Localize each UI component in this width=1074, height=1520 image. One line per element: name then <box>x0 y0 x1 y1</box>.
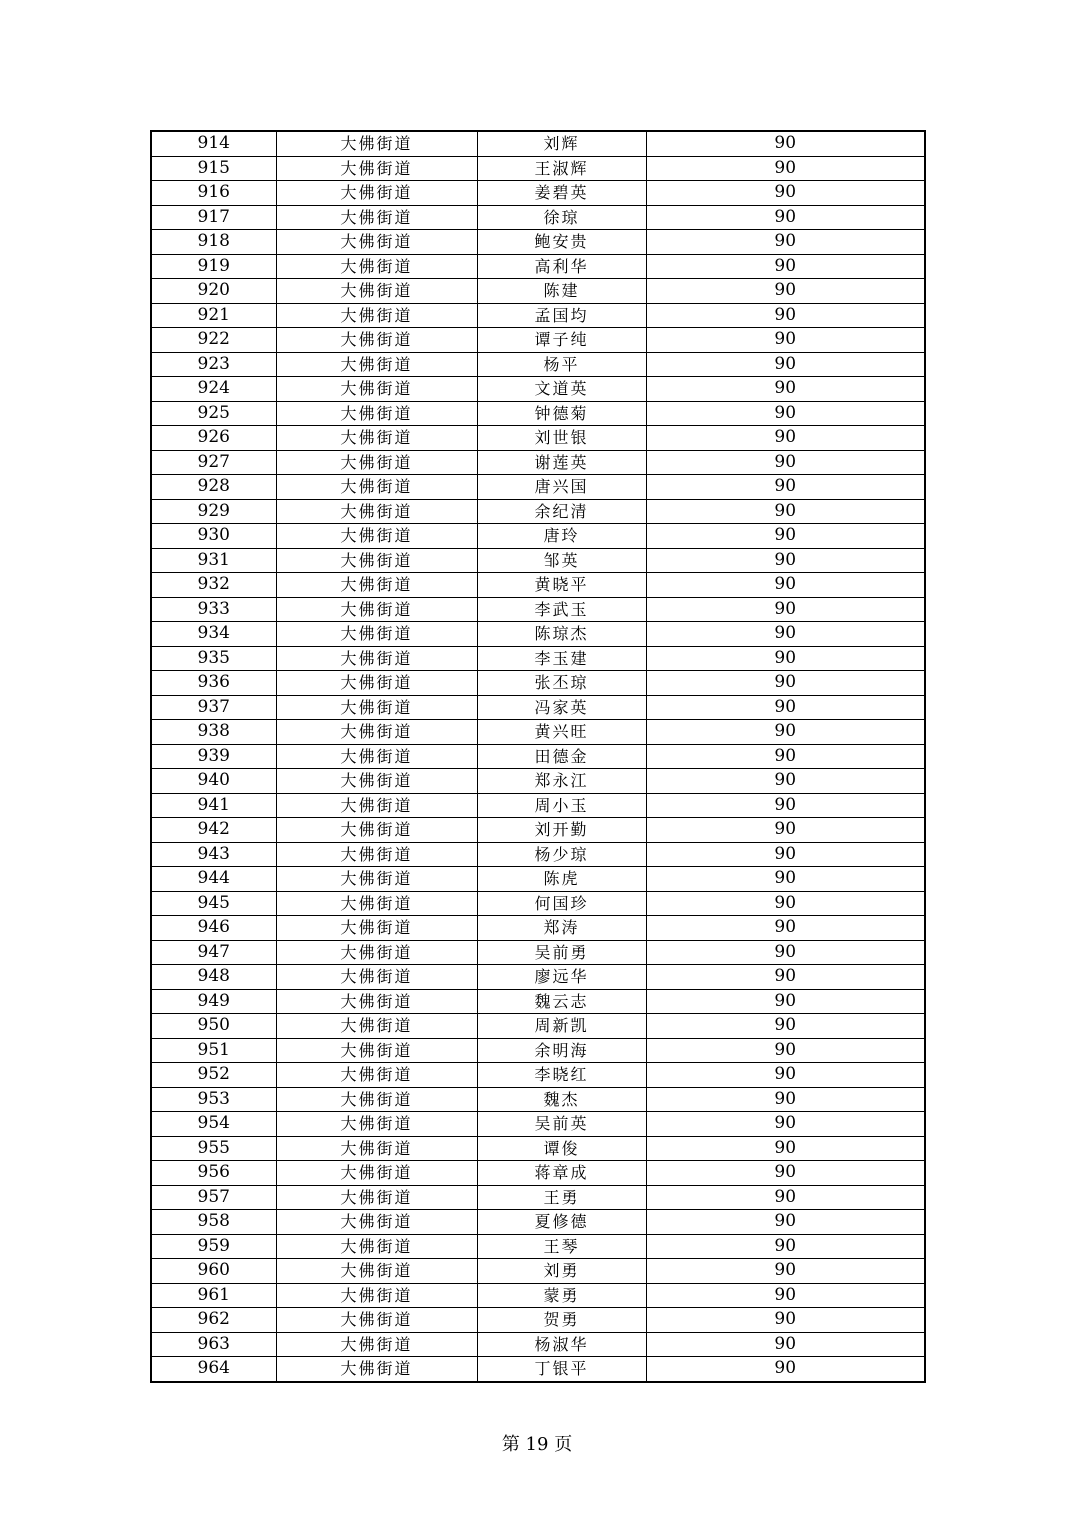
person-name-cell: 余明海 <box>477 1038 646 1063</box>
row-number-cell: 942 <box>151 818 276 843</box>
score-cell: 90 <box>646 842 925 867</box>
person-name-cell: 杨平 <box>477 352 646 377</box>
person-name-cell: 李玉建 <box>477 646 646 671</box>
table-row <box>151 499 925 524</box>
street-cell: 大佛街道 <box>276 426 477 451</box>
score-cell: 90 <box>646 377 925 402</box>
row-number-cell: 916 <box>151 181 276 206</box>
row-number-cell: 936 <box>151 671 276 696</box>
row-number-cell: 941 <box>151 793 276 818</box>
score-cell: 90 <box>646 573 925 598</box>
score-cell: 90 <box>646 279 925 304</box>
table-row <box>151 131 925 156</box>
street-cell: 大佛街道 <box>276 818 477 843</box>
table-row <box>151 1283 925 1308</box>
table-row <box>151 1308 925 1333</box>
street-cell: 大佛街道 <box>276 965 477 990</box>
person-name-cell: 周小玉 <box>477 793 646 818</box>
table-row <box>151 181 925 206</box>
score-cell: 90 <box>646 156 925 181</box>
street-cell: 大佛街道 <box>276 205 477 230</box>
street-cell: 大佛街道 <box>276 867 477 892</box>
score-cell: 90 <box>646 891 925 916</box>
table-row <box>151 328 925 353</box>
score-cell: 90 <box>646 1332 925 1357</box>
table-row <box>151 769 925 794</box>
person-name-cell: 郑涛 <box>477 916 646 941</box>
score-cell: 90 <box>646 867 925 892</box>
person-name-cell: 蒙勇 <box>477 1283 646 1308</box>
table-row <box>151 965 925 990</box>
street-cell: 大佛街道 <box>276 254 477 279</box>
table-row <box>151 450 925 475</box>
table-row <box>151 818 925 843</box>
person-name-cell: 刘勇 <box>477 1259 646 1284</box>
footer-suffix: 页 <box>554 1434 573 1455</box>
table-row <box>151 793 925 818</box>
person-name-cell: 陈建 <box>477 279 646 304</box>
street-cell: 大佛街道 <box>276 328 477 353</box>
person-name-cell: 谭俊 <box>477 1136 646 1161</box>
table-row <box>151 279 925 304</box>
score-cell: 90 <box>646 769 925 794</box>
table-row <box>151 1136 925 1161</box>
person-name-cell: 李晓红 <box>477 1063 646 1088</box>
street-cell: 大佛街道 <box>276 769 477 794</box>
person-name-cell: 余纪清 <box>477 499 646 524</box>
table-row <box>151 205 925 230</box>
person-name-cell: 夏修德 <box>477 1210 646 1235</box>
row-number-cell: 948 <box>151 965 276 990</box>
street-cell: 大佛街道 <box>276 1210 477 1235</box>
roster-table <box>150 130 926 1383</box>
row-number-cell: 931 <box>151 548 276 573</box>
person-name-cell: 徐琼 <box>477 205 646 230</box>
street-cell: 大佛街道 <box>276 597 477 622</box>
street-cell: 大佛街道 <box>276 1063 477 1088</box>
street-cell: 大佛街道 <box>276 695 477 720</box>
score-cell: 90 <box>646 1087 925 1112</box>
street-cell: 大佛街道 <box>276 303 477 328</box>
person-name-cell: 唐玲 <box>477 524 646 549</box>
table-row <box>151 1259 925 1284</box>
table-row <box>151 377 925 402</box>
page-footer <box>0 1430 1074 1456</box>
street-cell: 大佛街道 <box>276 1259 477 1284</box>
score-cell: 90 <box>646 230 925 255</box>
street-cell: 大佛街道 <box>276 401 477 426</box>
table-row <box>151 1112 925 1137</box>
person-name-cell: 陈虎 <box>477 867 646 892</box>
row-number-cell: 962 <box>151 1308 276 1333</box>
row-number-cell: 923 <box>151 352 276 377</box>
person-name-cell: 杨淑华 <box>477 1332 646 1357</box>
score-cell: 90 <box>646 793 925 818</box>
row-number-cell: 951 <box>151 1038 276 1063</box>
score-cell: 90 <box>646 744 925 769</box>
table-row <box>151 475 925 500</box>
score-cell: 90 <box>646 205 925 230</box>
roster-table-body <box>151 131 925 1382</box>
table-row <box>151 1087 925 1112</box>
person-name-cell: 冯家英 <box>477 695 646 720</box>
table-row <box>151 254 925 279</box>
score-cell: 90 <box>646 524 925 549</box>
row-number-cell: 938 <box>151 720 276 745</box>
row-number-cell: 919 <box>151 254 276 279</box>
person-name-cell: 谢莲英 <box>477 450 646 475</box>
row-number-cell: 917 <box>151 205 276 230</box>
row-number-cell: 943 <box>151 842 276 867</box>
row-number-cell: 930 <box>151 524 276 549</box>
street-cell: 大佛街道 <box>276 548 477 573</box>
person-name-cell: 魏杰 <box>477 1087 646 1112</box>
row-number-cell: 959 <box>151 1234 276 1259</box>
row-number-cell: 926 <box>151 426 276 451</box>
score-cell: 90 <box>646 499 925 524</box>
score-cell: 90 <box>646 303 925 328</box>
street-cell: 大佛街道 <box>276 156 477 181</box>
score-cell: 90 <box>646 475 925 500</box>
score-cell: 90 <box>646 450 925 475</box>
score-cell: 90 <box>646 646 925 671</box>
row-number-cell: 939 <box>151 744 276 769</box>
score-cell: 90 <box>646 328 925 353</box>
row-number-cell: 949 <box>151 989 276 1014</box>
person-name-cell: 王勇 <box>477 1185 646 1210</box>
row-number-cell: 955 <box>151 1136 276 1161</box>
street-cell: 大佛街道 <box>276 377 477 402</box>
street-cell: 大佛街道 <box>276 1283 477 1308</box>
score-cell: 90 <box>646 597 925 622</box>
person-name-cell: 高利华 <box>477 254 646 279</box>
row-number-cell: 929 <box>151 499 276 524</box>
score-cell: 90 <box>646 622 925 647</box>
street-cell: 大佛街道 <box>276 1185 477 1210</box>
street-cell: 大佛街道 <box>276 671 477 696</box>
table-row <box>151 891 925 916</box>
score-cell: 90 <box>646 671 925 696</box>
table-row <box>151 1357 925 1382</box>
table-row <box>151 1038 925 1063</box>
score-cell: 90 <box>646 965 925 990</box>
street-cell: 大佛街道 <box>276 279 477 304</box>
person-name-cell: 孟国均 <box>477 303 646 328</box>
table-row <box>151 867 925 892</box>
street-cell: 大佛街道 <box>276 1357 477 1382</box>
table-row <box>151 744 925 769</box>
score-cell: 90 <box>646 1063 925 1088</box>
street-cell: 大佛街道 <box>276 230 477 255</box>
table-row <box>151 622 925 647</box>
street-cell: 大佛街道 <box>276 1234 477 1259</box>
score-cell: 90 <box>646 940 925 965</box>
row-number-cell: 935 <box>151 646 276 671</box>
person-name-cell: 何国珍 <box>477 891 646 916</box>
score-cell: 90 <box>646 548 925 573</box>
score-cell: 90 <box>646 1357 925 1382</box>
person-name-cell: 王琴 <box>477 1234 646 1259</box>
person-name-cell: 王淑辉 <box>477 156 646 181</box>
row-number-cell: 958 <box>151 1210 276 1235</box>
row-number-cell: 956 <box>151 1161 276 1186</box>
person-name-cell: 郑永江 <box>477 769 646 794</box>
person-name-cell: 贺勇 <box>477 1308 646 1333</box>
score-cell: 90 <box>646 426 925 451</box>
row-number-cell: 918 <box>151 230 276 255</box>
street-cell: 大佛街道 <box>276 1136 477 1161</box>
row-number-cell: 944 <box>151 867 276 892</box>
person-name-cell: 周新凯 <box>477 1014 646 1039</box>
table-row <box>151 1210 925 1235</box>
table-row <box>151 426 925 451</box>
street-cell: 大佛街道 <box>276 1332 477 1357</box>
row-number-cell: 960 <box>151 1259 276 1284</box>
score-cell: 90 <box>646 401 925 426</box>
table-row <box>151 671 925 696</box>
score-cell: 90 <box>646 818 925 843</box>
person-name-cell: 刘开勤 <box>477 818 646 843</box>
person-name-cell: 黄晓平 <box>477 573 646 598</box>
score-cell: 90 <box>646 916 925 941</box>
table-row <box>151 1332 925 1357</box>
street-cell: 大佛街道 <box>276 181 477 206</box>
street-cell: 大佛街道 <box>276 131 477 156</box>
row-number-cell: 921 <box>151 303 276 328</box>
person-name-cell: 陈琼杰 <box>477 622 646 647</box>
score-cell: 90 <box>646 352 925 377</box>
row-number-cell: 954 <box>151 1112 276 1137</box>
person-name-cell: 姜碧英 <box>477 181 646 206</box>
street-cell: 大佛街道 <box>276 524 477 549</box>
score-cell: 90 <box>646 720 925 745</box>
street-cell: 大佛街道 <box>276 1161 477 1186</box>
street-cell: 大佛街道 <box>276 1014 477 1039</box>
street-cell: 大佛街道 <box>276 989 477 1014</box>
table-row <box>151 1161 925 1186</box>
street-cell: 大佛街道 <box>276 450 477 475</box>
table-row <box>151 401 925 426</box>
person-name-cell: 杨少琼 <box>477 842 646 867</box>
street-cell: 大佛街道 <box>276 891 477 916</box>
row-number-cell: 922 <box>151 328 276 353</box>
score-cell: 90 <box>646 1014 925 1039</box>
person-name-cell: 李武玉 <box>477 597 646 622</box>
row-number-cell: 947 <box>151 940 276 965</box>
table-row <box>151 352 925 377</box>
table-row <box>151 989 925 1014</box>
score-cell: 90 <box>646 1038 925 1063</box>
table-row <box>151 597 925 622</box>
person-name-cell: 廖远华 <box>477 965 646 990</box>
street-cell: 大佛街道 <box>276 646 477 671</box>
table-row <box>151 842 925 867</box>
street-cell: 大佛街道 <box>276 499 477 524</box>
score-cell: 90 <box>646 1210 925 1235</box>
street-cell: 大佛街道 <box>276 475 477 500</box>
row-number-cell: 927 <box>151 450 276 475</box>
row-number-cell: 928 <box>151 475 276 500</box>
row-number-cell: 934 <box>151 622 276 647</box>
row-number-cell: 920 <box>151 279 276 304</box>
street-cell: 大佛街道 <box>276 720 477 745</box>
table-row <box>151 1063 925 1088</box>
table-row <box>151 156 925 181</box>
row-number-cell: 915 <box>151 156 276 181</box>
person-name-cell: 谭子纯 <box>477 328 646 353</box>
row-number-cell: 914 <box>151 131 276 156</box>
score-cell: 90 <box>646 989 925 1014</box>
person-name-cell: 刘世银 <box>477 426 646 451</box>
street-cell: 大佛街道 <box>276 744 477 769</box>
street-cell: 大佛街道 <box>276 1308 477 1333</box>
person-name-cell: 魏云志 <box>477 989 646 1014</box>
row-number-cell: 957 <box>151 1185 276 1210</box>
street-cell: 大佛街道 <box>276 793 477 818</box>
row-number-cell: 964 <box>151 1357 276 1382</box>
person-name-cell: 邹英 <box>477 548 646 573</box>
person-name-cell: 黄兴旺 <box>477 720 646 745</box>
row-number-cell: 924 <box>151 377 276 402</box>
row-number-cell: 940 <box>151 769 276 794</box>
score-cell: 90 <box>646 1308 925 1333</box>
row-number-cell: 925 <box>151 401 276 426</box>
row-number-cell: 945 <box>151 891 276 916</box>
table-row <box>151 1014 925 1039</box>
row-number-cell: 963 <box>151 1332 276 1357</box>
street-cell: 大佛街道 <box>276 352 477 377</box>
footer-page-number: 19 <box>525 1434 549 1455</box>
score-cell: 90 <box>646 1234 925 1259</box>
person-name-cell: 张丕琼 <box>477 671 646 696</box>
table-row <box>151 646 925 671</box>
table-row <box>151 940 925 965</box>
street-cell: 大佛街道 <box>276 842 477 867</box>
person-name-cell: 蒋章成 <box>477 1161 646 1186</box>
score-cell: 90 <box>646 695 925 720</box>
person-name-cell: 吴前勇 <box>477 940 646 965</box>
row-number-cell: 937 <box>151 695 276 720</box>
score-cell: 90 <box>646 131 925 156</box>
person-name-cell: 钟德菊 <box>477 401 646 426</box>
row-number-cell: 946 <box>151 916 276 941</box>
person-name-cell: 文道英 <box>477 377 646 402</box>
table-row <box>151 548 925 573</box>
street-cell: 大佛街道 <box>276 573 477 598</box>
street-cell: 大佛街道 <box>276 1112 477 1137</box>
street-cell: 大佛街道 <box>276 622 477 647</box>
table-row <box>151 695 925 720</box>
person-name-cell: 田德金 <box>477 744 646 769</box>
person-name-cell: 丁银平 <box>477 1357 646 1382</box>
row-number-cell: 933 <box>151 597 276 622</box>
street-cell: 大佛街道 <box>276 916 477 941</box>
row-number-cell: 952 <box>151 1063 276 1088</box>
street-cell: 大佛街道 <box>276 1087 477 1112</box>
score-cell: 90 <box>646 1185 925 1210</box>
street-cell: 大佛街道 <box>276 1038 477 1063</box>
person-name-cell: 刘辉 <box>477 131 646 156</box>
score-cell: 90 <box>646 181 925 206</box>
street-cell: 大佛街道 <box>276 940 477 965</box>
score-cell: 90 <box>646 1136 925 1161</box>
table-row <box>151 573 925 598</box>
table-row <box>151 916 925 941</box>
footer-prefix: 第 <box>501 1434 520 1455</box>
score-cell: 90 <box>646 1161 925 1186</box>
score-cell: 90 <box>646 1283 925 1308</box>
table-row <box>151 303 925 328</box>
table-row <box>151 1185 925 1210</box>
person-name-cell: 唐兴国 <box>477 475 646 500</box>
row-number-cell: 953 <box>151 1087 276 1112</box>
row-number-cell: 950 <box>151 1014 276 1039</box>
person-name-cell: 吴前英 <box>477 1112 646 1137</box>
row-number-cell: 932 <box>151 573 276 598</box>
score-cell: 90 <box>646 254 925 279</box>
table-row <box>151 230 925 255</box>
score-cell: 90 <box>646 1112 925 1137</box>
score-cell: 90 <box>646 1259 925 1284</box>
table-row <box>151 720 925 745</box>
row-number-cell: 961 <box>151 1283 276 1308</box>
table-row <box>151 524 925 549</box>
person-name-cell: 鲍安贵 <box>477 230 646 255</box>
table-row <box>151 1234 925 1259</box>
